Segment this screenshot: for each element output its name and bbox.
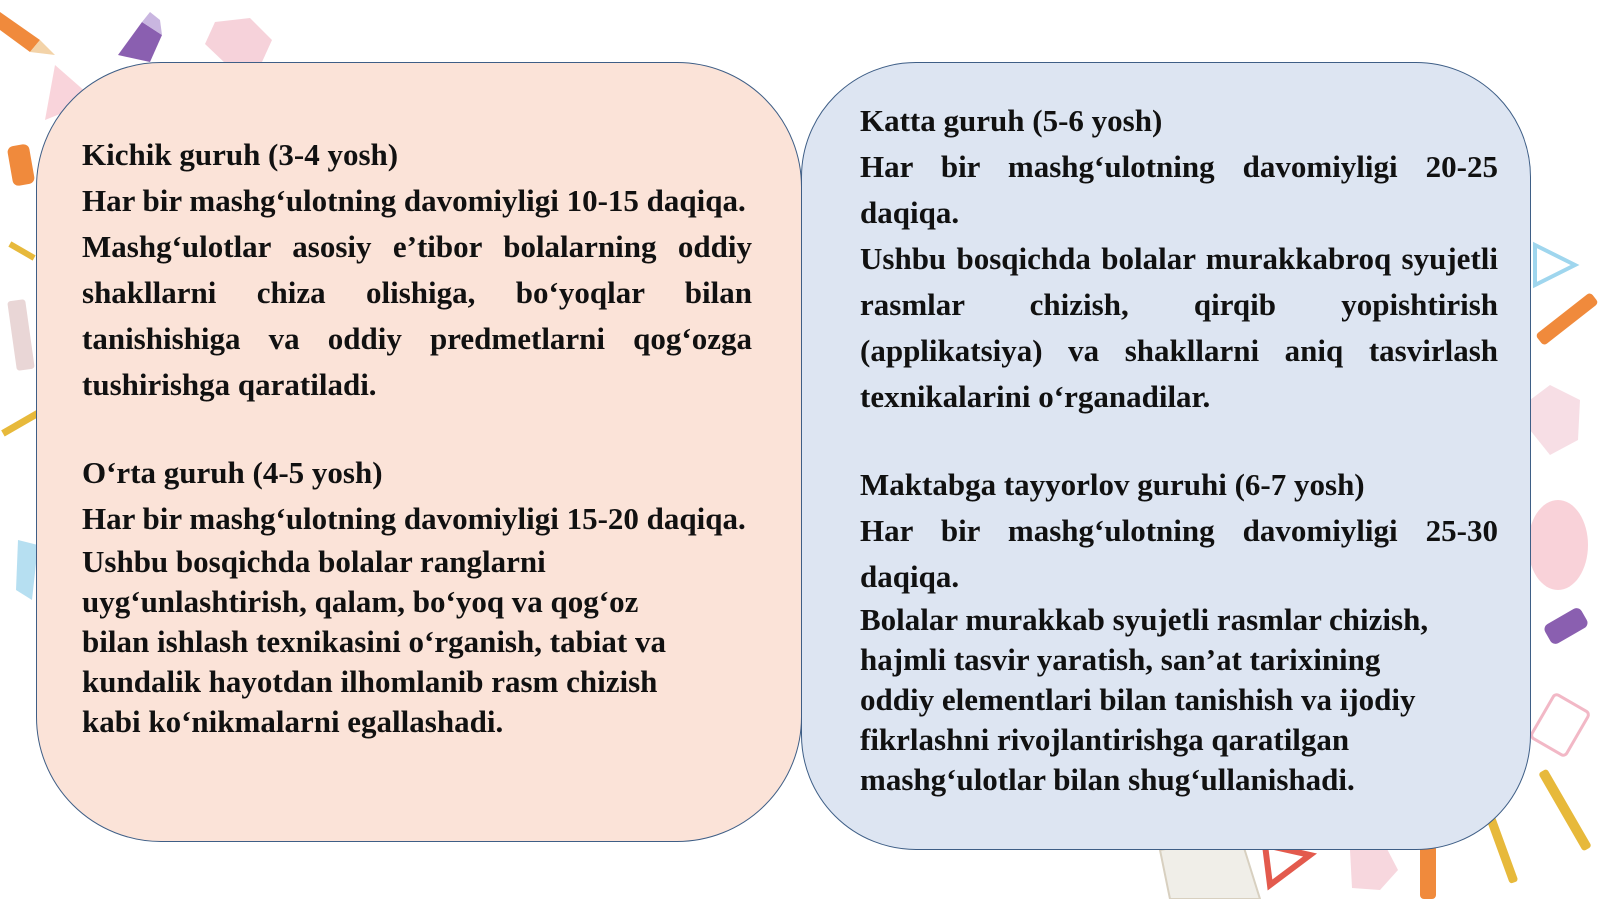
section-body-line: uyg‘unlashtirish, qalam, bo‘yoq va qog‘oz — [82, 584, 639, 619]
section-body-line: oddiy elementlari bilan tanishish va ijodiy — [860, 682, 1416, 717]
section-heading-orta-guruh: O‘rta guruh (4-5 yosh) — [82, 455, 383, 490]
section-body-text: Ushbu bosqichda bolalar murakkabroq syujetli rasmlar chizish, qirqib yopishtirish (applikatsiya) va shakllarni aniq tasvirlash texnikalarini o‘rganadilar. — [860, 241, 1498, 414]
section-heading-katta-guruh: Katta guruh (5-6 yosh) — [860, 103, 1163, 138]
triangle-shape — [1535, 245, 1575, 285]
triangle-shape — [16, 540, 38, 600]
section-body-line: kundalik hayotdan ilhomlanib rasm chizish — [82, 664, 658, 699]
section-duration-text: Har bir mashg‘ulotning davomiyligi 25-30 daqiqa. — [860, 513, 1498, 594]
left-panel-text — [82, 132, 752, 742]
triangle-ruler-icon — [1265, 845, 1310, 885]
pencil-icon — [8, 241, 35, 260]
pencil-icon — [1538, 769, 1592, 852]
section-heading-maktabga-tayyorlov: Maktabga tayyorlov guruhi (6-7 yosh) — [860, 467, 1365, 502]
section-duration-text: Har bir mashg‘ulotning davomiyligi 20-25 daqiqa. — [860, 149, 1498, 230]
eraser-icon — [1542, 606, 1589, 646]
section-body-line: bilan ishlash texnikasini o‘rganish, tabiat va — [82, 624, 666, 659]
circle-shape — [1528, 500, 1588, 590]
section-duration-text: Har bir mashg‘ulotning davomiyligi 15-20 daqiqa. — [82, 501, 746, 536]
pencil-icon — [1535, 292, 1599, 346]
section-body-line: mashg‘ulotlar bilan shug‘ullanishadi. — [860, 762, 1355, 797]
crayon-icon — [1420, 845, 1436, 899]
right-panel-text — [860, 98, 1498, 800]
eraser-icon — [1530, 693, 1590, 756]
section-body-line: Bolalar murakkab syujetli rasmlar chizish, — [860, 602, 1429, 637]
section-heading-kichik-guruh: Kichik guruh (3-4 yosh) — [82, 137, 399, 172]
eraser-icon — [7, 299, 35, 371]
section-body-line: Ushbu bosqichda bolalar ranglarni — [82, 544, 546, 579]
crayon-icon — [7, 143, 36, 186]
hexagon-shape — [205, 18, 272, 64]
section-body-line: fikrlashni rivojlantirishga qaratilgan — [860, 722, 1350, 757]
crayon-icon — [118, 12, 162, 62]
hexagon-shape — [1350, 845, 1398, 890]
pencil-icon — [0, 12, 55, 55]
section-duration-text: Har bir mashg‘ulotning davomiyligi 10-15 daqiqa. — [82, 183, 746, 218]
section-body-text: Mashg‘ulotlar asosiy e’tibor bolalarning oddiy shakllarni chiza olishiga, bo‘yoqlar bilan tanishishiga va oddiy predmetlarni qog‘ozga tushirishga qaratiladi. — [82, 229, 752, 402]
hexagon-shape — [1530, 385, 1580, 455]
section-body-line: hajmli tasvir yaratish, san’at tarixining — [860, 642, 1381, 677]
section-body-line: kabi ko‘nikmalarni egallashadi. — [82, 704, 504, 739]
pencil-icon — [1, 410, 39, 436]
